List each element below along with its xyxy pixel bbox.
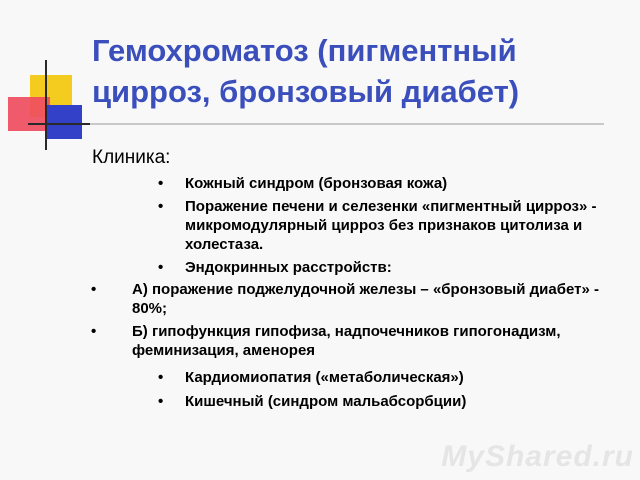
list-item-text: Кожный синдром (бронзовая кожа)	[185, 175, 448, 192]
clinic-sub-list	[158, 174, 625, 281]
bullet-icon: •	[158, 175, 164, 192]
list-item-text: Поражение печени и селезенки «пигментный цирроз» - микромодулярный цирроз без признаков цитолиза и холестаза.	[185, 198, 597, 253]
list-item	[91, 322, 627, 360]
watermark: MyShared.ru	[441, 440, 634, 473]
list-item	[158, 258, 625, 277]
bullet-icon: •	[158, 259, 164, 276]
list-item	[158, 197, 625, 254]
list-item-text: Кардиомиопатия («метаболическая»)	[185, 369, 464, 386]
list-item-text: А) поражение поджелудочной железы – «бронзовый диабет» - 80%;	[132, 281, 599, 317]
list-item	[91, 280, 627, 318]
list-item	[158, 174, 625, 193]
list-item-text: Б) гипофункция гипофиза, надпочечников гипогонадизм, феминизация, аменорея	[132, 323, 561, 359]
bullet-icon: •	[91, 323, 97, 340]
bullet-icon: •	[158, 393, 164, 410]
list-item-text: Кишечный (синдром мальабсорбции)	[185, 393, 467, 410]
blue-square-shape	[47, 105, 82, 139]
list-item	[158, 368, 625, 387]
list-item	[158, 392, 625, 411]
bullet-icon: •	[158, 198, 164, 215]
syndrome-sub-list	[158, 368, 625, 416]
bullet-icon: •	[91, 281, 97, 298]
list-item-text: Эндокринных расстройств:	[185, 259, 392, 276]
red-square-shape	[8, 97, 50, 131]
bullet-icon: •	[158, 369, 164, 386]
endocrine-main-list	[91, 280, 627, 364]
slide-title: Гемохроматоз (пигментный цирроз, бронзовый диабет)	[92, 33, 520, 109]
section-label-clinic: Клиника:	[92, 147, 171, 168]
